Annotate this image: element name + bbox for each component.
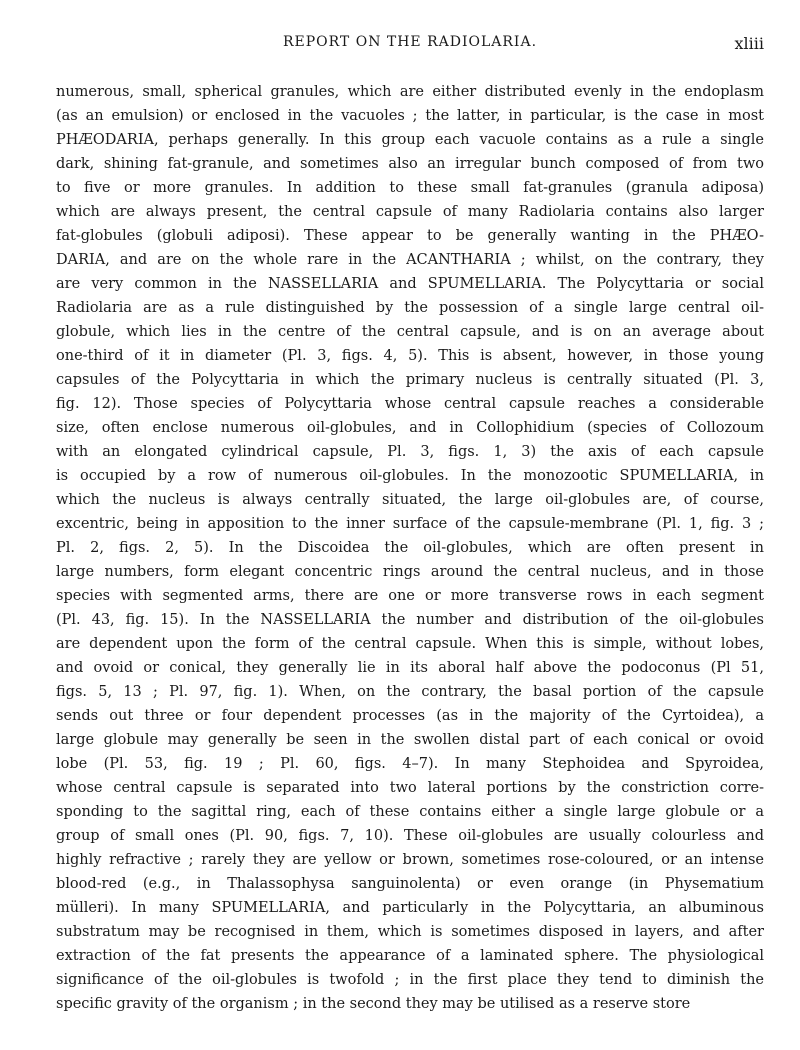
- text-line: Radiolaria are as a rule distinguished by the possession of a single large central oil-: [56, 300, 764, 316]
- text-line: blood-red (e.g., in Thalassophysa sanguinolenta) or even orange (in Physematium: [56, 876, 764, 892]
- text-line: are dependent upon the form of the central capsule. When this is simple, without lobes,: [56, 636, 764, 652]
- text-line: globule, which lies in the centre of the central capsule, and is on an average about: [56, 324, 764, 340]
- text-line: figs. 5, 13 ; Pl. 97, fig. 1). When, on the contrary, the basal portion of the capsule: [56, 684, 764, 700]
- text-line: fig. 12). Those species of Polycyttaria whose central capsule reaches a considerable: [56, 396, 764, 412]
- text-line: highly refractive ; rarely they are yellow or brown, sometimes rose-coloured, or an intense: [56, 852, 764, 868]
- text-line: large globule may generally be seen in the swollen distal part of each conical or ovoid: [56, 732, 764, 748]
- text-line: is occupied by a row of numerous oil-globules. In the monozootic SPUMELLARIA, in: [56, 468, 764, 484]
- page-number: xliii: [734, 34, 764, 53]
- text-line: with an elongated cylindrical capsule, Pl. 3, figs. 1, 3) the axis of each capsule: [56, 444, 764, 460]
- text-line: specific gravity of the organism ; in the second they may be utilised as a reserve store: [56, 996, 691, 1012]
- body-text: [56, 80, 764, 1016]
- text-line: fat-globules (globuli adiposi). These appear to be generally wanting in the PHÆO-: [56, 228, 764, 244]
- text-line: sponding to the sagittal ring, each of these contains either a single large globule or a: [56, 804, 764, 820]
- text-line: substratum may be recognised in them, which is sometimes disposed in layers, and after: [56, 924, 764, 940]
- text-line: sends out three or four dependent processes (as in the majority of the Cyrtoidea), a: [56, 708, 764, 724]
- text-line: significance of the oil-globules is twofold ; in the first place they tend to diminish the: [56, 972, 764, 988]
- text-line: and ovoid or conical, they generally lie in its aboral half above the podoconus (Pl 51,: [56, 660, 764, 676]
- text-line: excentric, being in apposition to the inner surface of the capsule-membrane (Pl. 1, fig. 3 ;: [56, 516, 764, 532]
- text-line: are very common in the NASSELLARIA and SPUMELLARIA. The Polycyttaria or social: [56, 276, 764, 292]
- text-line: which are always present, the central capsule of many Radiolaria contains also larger: [56, 204, 764, 220]
- text-line: which the nucleus is always centrally situated, the large oil-globules are, of course,: [56, 492, 764, 508]
- text-line: lobe (Pl. 53, fig. 19 ; Pl. 60, figs. 4–7). In many Stephoidea and Spyroidea,: [56, 756, 764, 772]
- text-line: whose central capsule is separated into two lateral portions by the constriction corre-: [56, 780, 764, 796]
- text-line: capsules of the Polycyttaria in which the primary nucleus is centrally situated (Pl. 3,: [56, 372, 764, 388]
- running-title: REPORT ON THE RADIOLARIA.: [282, 34, 538, 50]
- text-line: group of small ones (Pl. 90, figs. 7, 10). These oil-globules are usually colourless and: [56, 828, 764, 844]
- text-line: dark, shining fat-granule, and sometimes also an irregular bunch composed of from two: [56, 156, 764, 172]
- text-line: species with segmented arms, there are one or more transverse rows in each segment: [56, 588, 764, 604]
- text-line: (Pl. 43, fig. 15). In the NASSELLARIA the number and distribution of the oil-globules: [56, 612, 764, 628]
- text-line: (as an emulsion) or enclosed in the vacuoles ; the latter, in particular, is the case in most: [56, 108, 764, 124]
- text-line: to five or more granules. In addition to these small fat-granules (granula adiposa): [56, 180, 764, 196]
- text-line: large numbers, form elegant concentric rings around the central nucleus, and in those: [56, 564, 764, 580]
- text-line: one-third of it in diameter (Pl. 3, figs. 4, 5). This is absent, however, in those young: [56, 348, 764, 364]
- text-line: size, often enclose numerous oil-globules, and in Collophidium (species of Collozoum: [56, 420, 764, 436]
- text-line: mülleri). In many SPUMELLARIA, and particularly in the Polycyttaria, an albuminous: [56, 900, 764, 916]
- text-line: DARIA, and are on the whole rare in the ACANTHARIA ; whilst, on the contrary, they: [56, 252, 764, 268]
- text-line: numerous, small, spherical granules, which are either distributed evenly in the endoplasm: [56, 84, 764, 100]
- text-line: Pl. 2, figs. 2, 5). In the Discoidea the oil-globules, which are often present in: [56, 540, 764, 556]
- text-line: PHÆODARIA, perhaps generally. In this group each vacuole contains as a rule a single: [56, 132, 764, 148]
- running-head: [56, 34, 764, 58]
- text-line: extraction of the fat presents the appearance of a laminated sphere. The physiological: [56, 948, 764, 964]
